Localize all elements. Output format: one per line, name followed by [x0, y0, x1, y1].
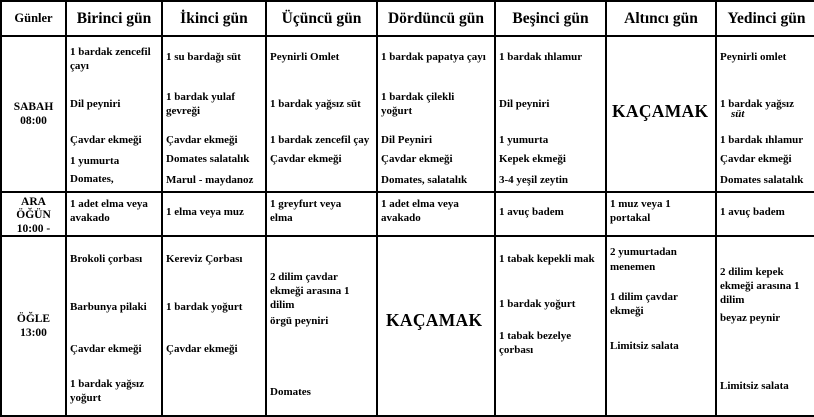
meal-line: çorbası	[499, 344, 534, 356]
sabah-label-text: SABAH	[13, 101, 54, 113]
ogle-day-7	[716, 236, 814, 416]
meal-line: 2 yumurtadan	[610, 246, 677, 258]
ogle-day-1	[66, 236, 162, 416]
ara-day-6	[606, 192, 716, 236]
day-header-1: Birinci gün	[66, 1, 162, 36]
meal-line: çayı	[70, 60, 89, 72]
meal-line: 2 dilim kepek	[720, 266, 784, 278]
meal-line: 1 adet elma veya	[70, 198, 148, 210]
meal-line: 2 dilim çavdar	[270, 271, 338, 283]
meal-line: 1 yumurta	[499, 134, 549, 146]
days-header: Günler	[1, 1, 66, 36]
day-header-3: Üçüncü gün	[266, 1, 377, 36]
ogle-day-6	[606, 236, 716, 416]
ara-day-5	[495, 192, 606, 236]
sabah-day-4	[377, 36, 495, 192]
meal-line: 1 avuç badem	[720, 206, 785, 218]
ara-day-3	[266, 192, 377, 236]
meal-line: 1 bardak ıhlamur	[499, 51, 583, 63]
meal-line: 1 muz veya 1	[610, 198, 671, 210]
sabah-day-1	[66, 36, 162, 192]
meal-line: 1 avuç badem	[499, 206, 564, 218]
ara-day-4	[377, 192, 495, 236]
ogle-label-time: 13:00	[20, 327, 47, 339]
meal-line: ekmeği	[610, 305, 644, 317]
meal-line: 1 bardak zencefil	[70, 46, 151, 58]
meal-line: 1 bardak yağsız	[70, 378, 144, 390]
meal-line: Dil peyniri	[70, 98, 121, 110]
meal-line: portakal	[610, 212, 651, 224]
meal-line: Çavdar ekmeği	[166, 343, 238, 355]
meal-line: 1 adet elma veya	[381, 198, 459, 210]
meal-line: Barbunya pilaki	[70, 301, 147, 313]
sabah-day-3	[266, 36, 377, 192]
meal-line: Çavdar ekmeği	[270, 153, 342, 165]
meal-line: Çavdar ekmeği	[70, 343, 142, 355]
meal-line: elma	[270, 212, 293, 224]
day-header-2: İkinci gün	[162, 1, 266, 36]
ara-day-2	[162, 192, 266, 236]
meal-line: Çavdar ekmeği	[70, 134, 142, 146]
meal-line: beyaz peynir	[720, 312, 781, 324]
meal-line: yoğurt	[70, 392, 102, 404]
meal-line: 1 bardak yulaf	[166, 91, 236, 103]
ogle-day-5	[495, 236, 606, 416]
meal-line: 1 bardak yağsız süt	[270, 98, 361, 110]
meal-line: 1 bardak yağsız	[720, 98, 794, 110]
ogle-day-2	[162, 236, 266, 416]
ogle-row	[1, 236, 814, 416]
sabah-day-7	[716, 36, 814, 192]
meal-line: Çavdar ekmeği	[381, 153, 453, 165]
sabah-day-5	[495, 36, 606, 192]
meal-line: 3-4 yeşil zeytin	[499, 174, 569, 186]
meal-line: 1 tabak kepekli mak	[499, 253, 595, 265]
meal-line: Limitsiz salata	[720, 380, 789, 392]
ara-day-7	[716, 192, 814, 236]
meal-line: dilim	[720, 294, 745, 306]
meal-line: Marul - maydanoz	[166, 174, 254, 186]
meal-line: 1 dilim çavdar	[610, 291, 678, 303]
ara-row	[1, 192, 814, 236]
meal-line: dilim	[270, 299, 295, 311]
meal-line: 1 bardak papatya çayı	[381, 51, 486, 63]
day-header-5: Beşinci gün	[495, 1, 606, 36]
ogle-day-3	[266, 236, 377, 416]
meal-line: menemen	[610, 261, 656, 273]
meal-line: 1 bardak yoğurt	[499, 298, 576, 310]
day-header-7: Yedinci gün	[716, 1, 814, 36]
meal-line: Brokoli çorbası	[70, 253, 143, 265]
sabah-label	[1, 36, 66, 192]
meal-line: 1 su bardağı süt	[166, 51, 241, 63]
meal-line: Kepek ekmeği	[499, 153, 566, 165]
meal-line: avakado	[381, 212, 421, 224]
sabah-label-time: 08:00	[20, 115, 47, 127]
meal-line: ekmeği arasına 1	[720, 280, 800, 292]
day-header-6: Altıncı gün	[606, 1, 716, 36]
meal-line: 1 bardak ıhlamur	[720, 134, 804, 146]
meal-line: Dil Peyniri	[381, 134, 433, 146]
meal-line: süt	[731, 108, 745, 120]
meal-line: Domates, salatalık	[381, 174, 468, 186]
ogle-day-4	[377, 236, 495, 416]
meal-line: Kereviz Çorbası	[166, 253, 243, 265]
meal-line: Domates salatalık	[720, 174, 804, 186]
meal-line: 1 greyfurt veya	[270, 198, 342, 210]
meal-line: 1 bardak yoğurt	[166, 301, 243, 313]
meal-line: Domates,	[70, 173, 114, 185]
meal-line: yoğurt	[381, 105, 413, 117]
ara-day-1	[66, 192, 162, 236]
meal-line: örgü peyniri	[270, 315, 329, 327]
sabah-day-2	[162, 36, 266, 192]
meal-line: avakado	[70, 212, 110, 224]
meal-line: Domates	[270, 386, 311, 398]
day-header-4: Dördüncü gün	[377, 1, 495, 36]
meal-line: Peynirli Omlet	[270, 51, 340, 63]
ara-label-time: 10:00 -	[16, 223, 51, 235]
kacamak-label: KAÇAMAK	[386, 310, 483, 330]
meal-line: Limitsiz salata	[610, 340, 679, 352]
meal-line: 1 tabak bezelye	[499, 330, 572, 342]
ara-label	[1, 192, 66, 236]
meal-line: 1 elma veya muz	[166, 206, 244, 218]
ara-label-line: ARA	[21, 196, 46, 208]
meal-line: gevreği	[166, 105, 201, 117]
ara-label-line: ÖĞÜN	[16, 209, 51, 221]
meal-line: ekmeği arasına 1	[270, 285, 350, 297]
meal-line: Çavdar ekmeği	[720, 153, 792, 165]
meal-line: 1 yumurta	[70, 155, 120, 167]
meal-line: Domates salatalık	[166, 153, 250, 165]
sabah-row	[1, 36, 814, 192]
ogle-label	[1, 236, 66, 416]
kacamak-label: KAÇAMAK	[612, 101, 709, 121]
header-row	[1, 1, 814, 36]
ogle-label-text: ÖĞLE	[16, 313, 51, 325]
sabah-day-6	[606, 36, 716, 192]
meal-line: Dil peyniri	[499, 98, 550, 110]
meal-line: 1 bardak zencefil çay	[270, 134, 370, 146]
meal-line: 1 bardak çilekli	[381, 91, 455, 103]
meal-line: Peynirli omlet	[720, 51, 787, 63]
meal-line: Çavdar ekmeği	[166, 134, 238, 146]
